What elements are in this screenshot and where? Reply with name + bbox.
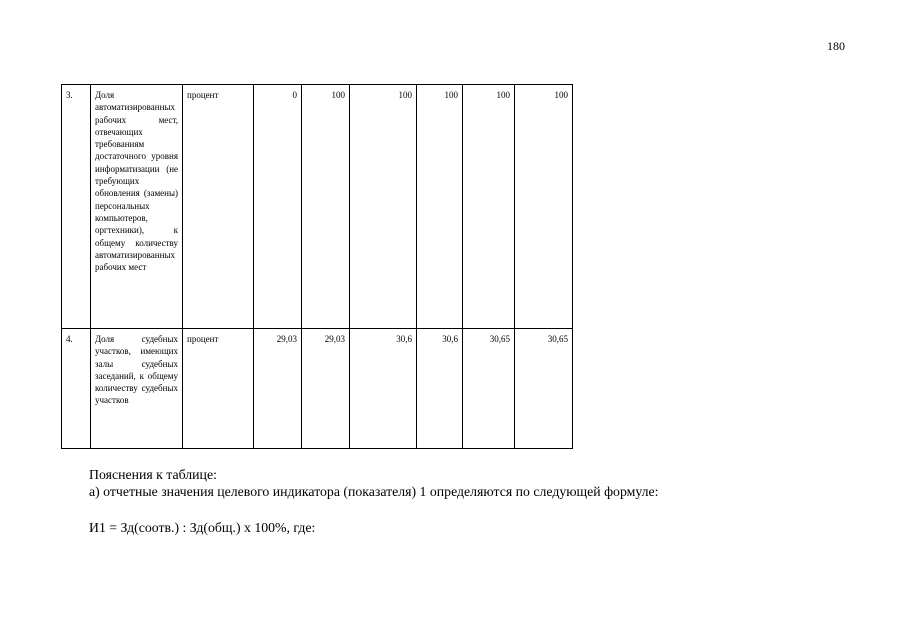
row-number: 3. bbox=[62, 85, 91, 329]
unit-cell: процент bbox=[183, 329, 254, 449]
table-row bbox=[62, 85, 573, 329]
value-cell: 30,6 bbox=[350, 329, 417, 449]
value-cell: 29,03 bbox=[302, 329, 350, 449]
value-cell: 0 bbox=[254, 85, 302, 329]
indicator-name: Доля автоматизированных рабочих мест, отвечающих требованиям достаточного уровня информатизации (не требующих обновления (замены) персональных компьютеров, оргтехники), к общему количеству автоматизированных рабочих мест bbox=[91, 85, 183, 329]
row-number: 4. bbox=[62, 329, 91, 449]
unit-cell: процент bbox=[183, 85, 254, 329]
value-cell: 100 bbox=[515, 85, 573, 329]
value-cell: 100 bbox=[302, 85, 350, 329]
value-cell: 100 bbox=[463, 85, 515, 329]
value-cell: 30,65 bbox=[515, 329, 573, 449]
page-number: 180 bbox=[827, 39, 845, 53]
table-row bbox=[62, 329, 573, 449]
value-cell: 30,6 bbox=[417, 329, 463, 449]
notes-heading: Пояснения к таблице: bbox=[89, 467, 217, 482]
table-notes bbox=[89, 467, 659, 500]
value-cell: 100 bbox=[350, 85, 417, 329]
indicator-name: Доля судебных участков, имеющих залы судебных заседаний, к общему количеству судебных участков bbox=[91, 329, 183, 449]
formula: И1 = Зд(соотв.) : Зд(общ.) х 100%, где: bbox=[89, 520, 316, 535]
notes-item-a: а) отчетные значения целевого индикатора (показателя) 1 определяются по следующей формуле: bbox=[89, 483, 659, 499]
value-cell: 29,03 bbox=[254, 329, 302, 449]
indicators-table bbox=[61, 84, 573, 449]
value-cell: 30,65 bbox=[463, 329, 515, 449]
value-cell: 100 bbox=[417, 85, 463, 329]
